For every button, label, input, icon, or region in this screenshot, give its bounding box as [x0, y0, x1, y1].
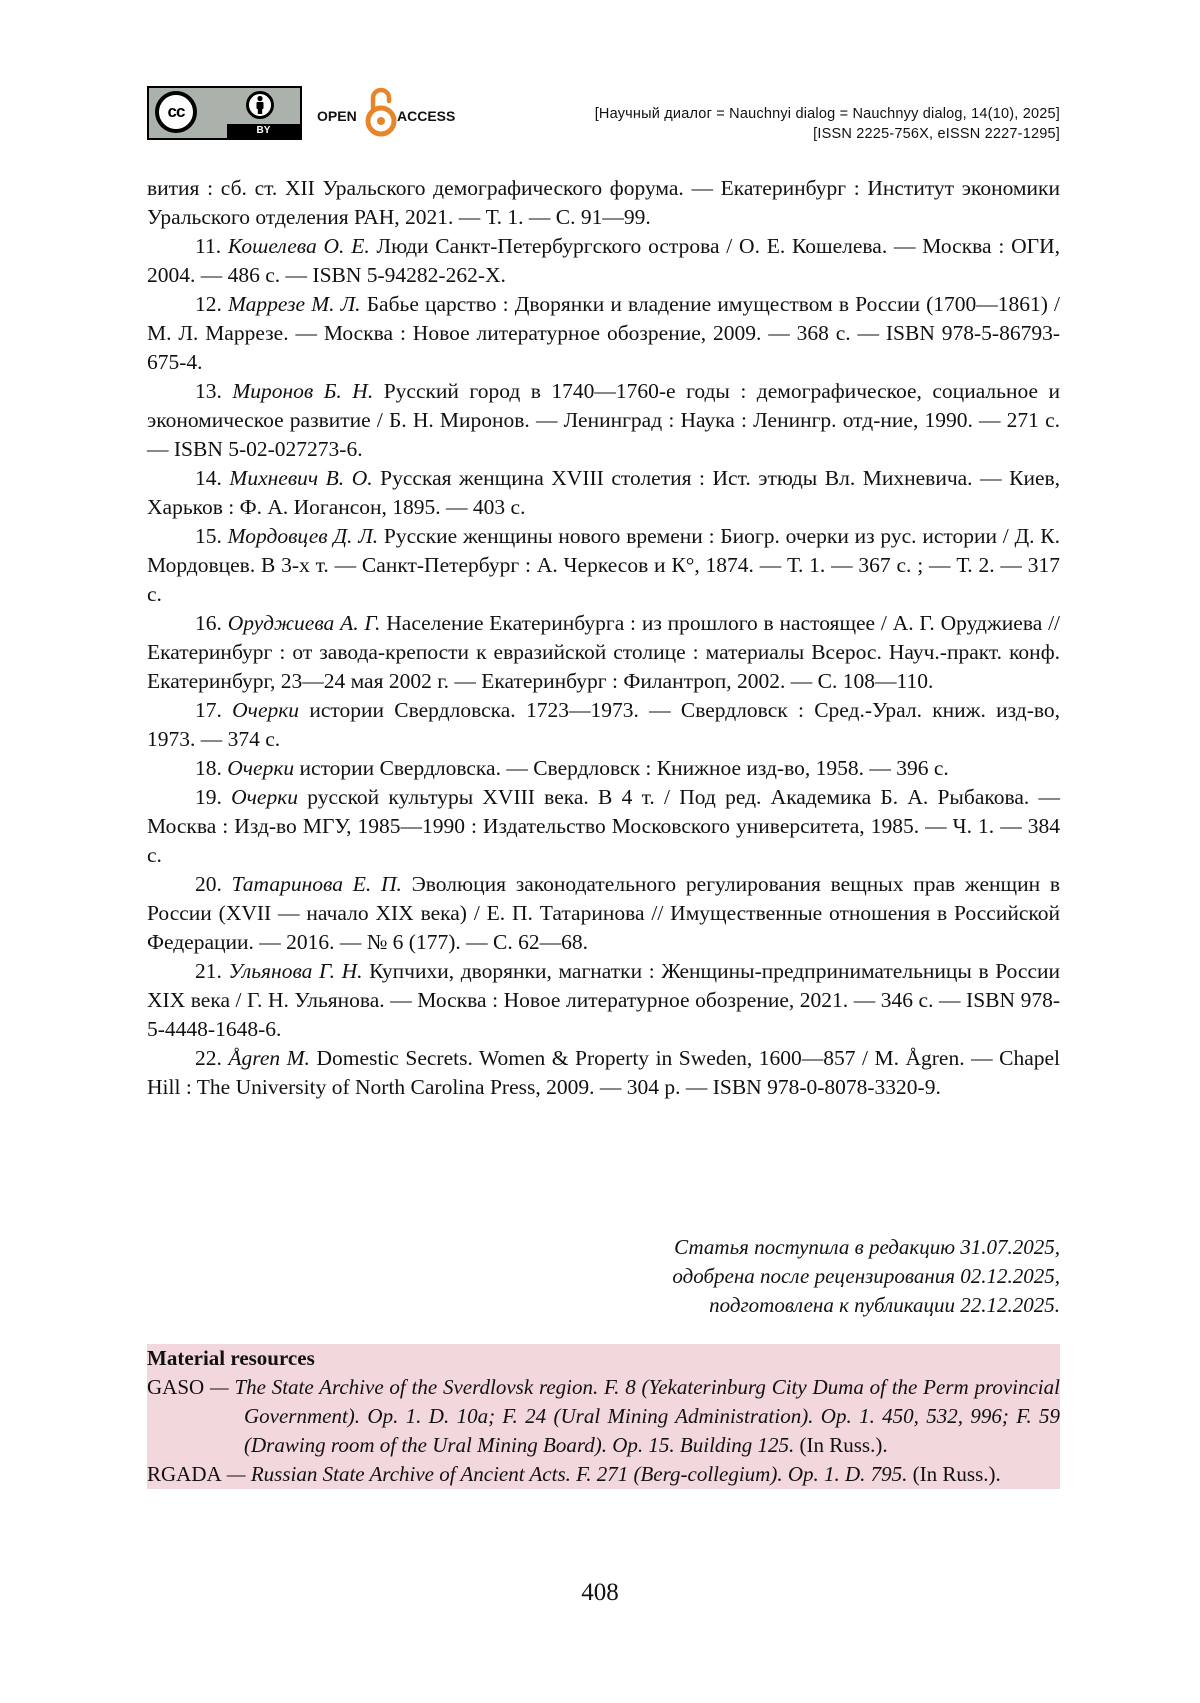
reference-author: Оруджиева А. Г. [227, 611, 381, 635]
material-abbreviation: GASO [147, 1375, 205, 1399]
reference-author: Кошелева О. Е. [227, 234, 370, 258]
reference-entry [147, 1044, 1060, 1102]
access-word: ACCESS [397, 108, 456, 124]
reference-entry [147, 696, 1060, 754]
material-description: The State Archive of the Sverdlovsk region. F. 8 (Yekaterinburg City Duma of the Perm provincial Government). Op. 1. D. 10a; F. 24 (Ural Mining Administration). Op. 1. 450, 532, 996; F. 59 (Drawing room of the Ural Mining Board). Op. 15. Building 125. [234, 1375, 1060, 1457]
reference-author: Миронов Б. Н. [232, 379, 374, 403]
article-dates [672, 1233, 1060, 1320]
reference-entry [147, 870, 1060, 957]
reference-author: Татаринова Е. П. [231, 872, 402, 896]
material-language-note: (In Russ.). [794, 1433, 888, 1457]
prepared-date: подготовлена к публикации 22.12.2025. [709, 1293, 1060, 1317]
cc-by-license-badge [147, 86, 302, 140]
reference-number: 11. [195, 234, 228, 258]
reference-number: 20. [195, 872, 232, 896]
open-access-lock-icon [365, 86, 397, 138]
reference-text: Domestic Secrets. Women & Property in Sweden, 1600—857 / M. Ågren. — Chapel Hill : The University of North Carolina Press, 2009. — 304 p. — ISBN 978-0-8078-3320-9. [147, 1046, 1061, 1099]
reference-author: Очерки [232, 698, 300, 722]
reference-number: 13. [195, 379, 233, 403]
open-word: OPEN [317, 108, 357, 124]
reference-author: Михневич В. О. [229, 466, 373, 490]
reference-text: истории Свердловска. — Свердловск : Книжное изд-во, 1958. — 396 с. [299, 756, 949, 780]
reference-entry [147, 174, 1060, 232]
reference-number: 22. [195, 1046, 229, 1070]
cc-icon [155, 91, 197, 133]
journal-issn: [ISSN 2225-756X, eISSN 2227-1295] [813, 126, 1060, 142]
reference-entry [147, 783, 1060, 870]
journal-info [595, 104, 1060, 144]
page-header [147, 86, 1060, 142]
material-entry [147, 1460, 1060, 1489]
reference-number: 14. [195, 466, 230, 490]
reference-author: Маррезе М. Л. [228, 292, 361, 316]
reference-entry [147, 232, 1060, 290]
material-resources [147, 1344, 1060, 1489]
material-description: Russian State Archive of Ancient Acts. F. 271 (Berg-collegium). Op. 1. D. 795. [250, 1462, 908, 1486]
cc-label: cc [167, 102, 185, 121]
reference-entry [147, 522, 1060, 609]
reference-number: 19. [195, 785, 232, 809]
reference-entry [147, 609, 1060, 696]
reference-author: Очерки [231, 785, 299, 809]
reference-entry [147, 464, 1060, 522]
approved-date: одобрена после рецензирования 02.12.2025, [672, 1264, 1060, 1288]
reference-entry [147, 290, 1060, 377]
reference-text: Население Екатеринбурга : из прошлого в настоящее / А. Г. Оруджиева // Екатеринбург : от завода-крепости к евразийской столице : материалы Всерос. Науч.-практ. конф. Екатеринбург, 23—24 мая 2002 г. — Екатеринбург : Филантроп, 2002. — С. 108—110. [147, 611, 1061, 693]
reference-text: Русские женщины нового времени : Биогр. очерки из рус. истории / Д. К. Мордовцев. В 3-х т. — Санкт-Петербург : А. Черкесов и К°, 1874. — Т. 1. — 367 с. ; — Т. 2. — 317 с. [147, 524, 1061, 606]
reference-number: 15. [195, 524, 228, 548]
reference-text: русской культуры XVIII века. В 4 т. / Под ред. Академика Б. А. Рыбакова. — Москва : Изд-во МГУ, 1985—1990 : Издательство Московского университета, 1985. — Ч. 1. — 384 с. [147, 785, 1060, 867]
reference-entry [147, 377, 1060, 464]
material-dash: — [204, 1375, 235, 1399]
material-entry [147, 1373, 1060, 1460]
reference-entry [147, 957, 1060, 1044]
material-abbreviation: RGADA [147, 1462, 222, 1486]
material-dash: — [221, 1462, 251, 1486]
open-access-logo [317, 86, 467, 140]
reference-number: 21. [195, 959, 229, 983]
reference-text: Эволюция законодательного регулирования вещных прав женщин в России (XVII — начало XIX века) / Е. П. Татаринова // Имущественные отношения в Российской Федерации. — 2016. — № 6 (177). — С. 62—68. [147, 872, 1060, 954]
reference-text: Люди Санкт-Петербургского острова / О. Е. Кошелева. — Москва : ОГИ, 2004. — 486 с. — ISBN 5-94282-262-X. [147, 234, 1060, 287]
reference-number: 16. [195, 611, 228, 635]
received-date: Статья поступила в редакцию 31.07.2025, [674, 1235, 1060, 1259]
reference-author: Ågren M. [228, 1046, 310, 1070]
reference-author: Ульянова Г. Н. [228, 959, 363, 983]
reference-text: Купчихи, дворянки, магнатки : Женщины-предпринимательницы в России XIX века / Г. Н. Ульянова. — Москва : Новое литературное обозрение, 2021. — 346 с. — ISBN 978-5-4448-1648-6. [147, 959, 1061, 1041]
reference-author: Мордовцев Д. Л. [227, 524, 379, 548]
page-number: 408 [581, 1579, 619, 1606]
reference-number: 12. [195, 292, 229, 316]
reference-text: Русский город в 1740—1760-е годы : демографическое, социальное и экономическое развитие / Б. Н. Миронов. — Ленинград : Наука : Ленингр. отд-ние, 1990. — 271 с. — ISBN 5-02-027273-6. [147, 379, 1061, 461]
reference-number: 17. [195, 698, 233, 722]
reference-author: Очерки [227, 756, 295, 780]
journal-citation: [Научный диалог = Nauchnyi dialog = Nauchnyy dialog, 14(10), 2025] [594, 106, 1060, 122]
reference-number: 18. [195, 756, 228, 780]
material-resources-heading: Material resources [147, 1346, 315, 1370]
reference-list [147, 174, 1060, 1102]
by-label: BY [256, 125, 271, 136]
reference-entry [147, 754, 1060, 783]
reference-text: Бабье царство : Дворянки и владение имуществом в России (1700—1861) / М. Л. Маррезе. — Москва : Новое литературное обозрение, 2009. — 368 с. — ISBN 978-5-86793-675-4. [147, 292, 1061, 374]
material-resources-list [147, 1373, 1060, 1489]
material-language-note: (In Russ.). [907, 1462, 1001, 1486]
reference-text: вития : сб. ст. XII Уральского демографического форума. — Екатеринбург : Институт экономики Уральского отделения РАН, 2021. — Т. 1. — С. 91—99. [147, 176, 1060, 229]
attribution-person-icon [246, 91, 274, 119]
reference-text: Русская женщина XVIII столетия : Ист. этюды Вл. Михневича. — Киев, Харьков : Ф. А. Иогансон, 1895. — 403 с. [147, 466, 1061, 519]
reference-text: истории Свердловска. 1723—1973. — Свердловск : Сред.-Урал. книж. изд-во, 1973. — 374 с. [147, 698, 1061, 751]
